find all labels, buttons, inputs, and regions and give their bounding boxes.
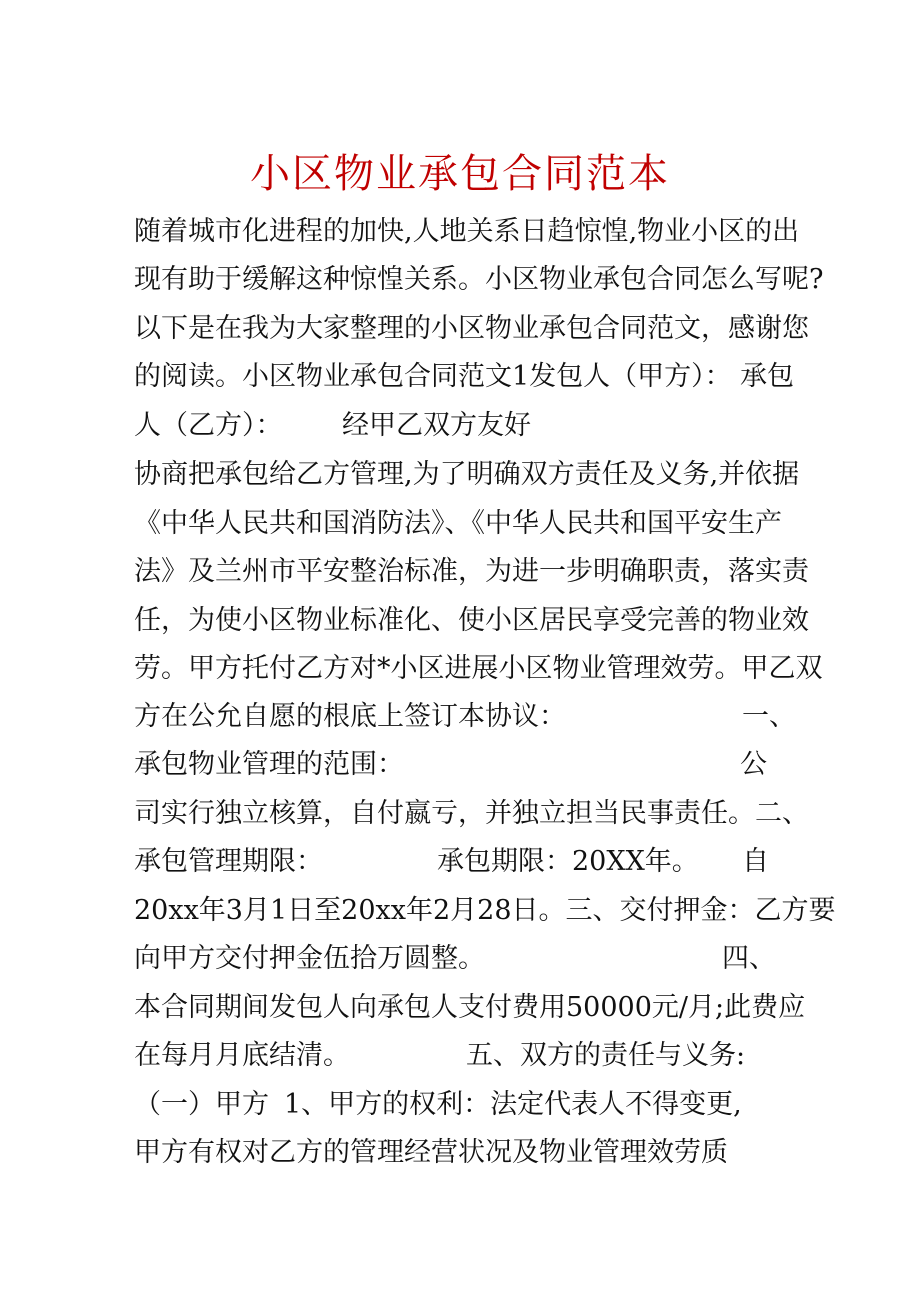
body-text-segment: 承包期限：20XX年。 <box>437 846 699 877</box>
body-text-segment: 的阅读。小区物业承包合同范文1发包人（甲方）： <box>134 361 732 392</box>
body-line: 现有助于缓解这种惊惶关系。小区物业承包合同怎么写呢? <box>134 264 824 295</box>
body-text-segment: 人（乙方）： <box>134 410 283 441</box>
body-text-segment: （一）甲方 <box>134 1089 269 1120</box>
body-text-segment: 五、双方的责任与义务: <box>466 1040 746 1071</box>
body-text-segment: 自 <box>742 846 769 877</box>
body-line: 本合同期间发包人向承包人支付费用50000元/月;此费应 <box>134 992 806 1023</box>
body-line: 法》及兰州市平安整治标准，为进一步明确职责，落实责 <box>134 556 809 587</box>
body-line: 任，为使小区物业标准化、使小区居民享受完善的物业效 <box>134 605 809 636</box>
body-line: 随着城市化进程的加快,人地关系日趋惊惶,物业小区的出 <box>134 216 800 247</box>
body-text-segment: 经甲乙双方友好 <box>342 410 531 441</box>
body-line: 以下是在我为大家整理的小区物业承包合同范文，感谢您 <box>134 313 809 344</box>
body-line: 20xx年3月1日至20xx年2月28日。三、交付押金：乙方要 <box>134 895 836 926</box>
body-line: 司实行独立核算，自付嬴亏，并独立担当民事责任。二、 <box>134 798 809 829</box>
body-text-segment: 四、 <box>722 943 776 974</box>
page-title: 小区物业承包合同范本 <box>250 151 670 197</box>
body-line: 《中华人民共和国消防法》、《中华人民共和国平安生产 <box>134 508 782 539</box>
body-text-segment: 1、甲方的权利：法定代表人不得变更, <box>284 1089 742 1120</box>
body-text-segment: 在每月月底结清。 <box>134 1040 350 1071</box>
body-text-segment: 向甲方交付押金伍拾万圆整。 <box>134 943 485 974</box>
body-text-segment: 承包 <box>740 361 794 392</box>
body-text-segment: 一、 <box>742 701 796 732</box>
body-line: 劳。甲方托付乙方对*小区进展小区物业管理效劳。甲乙双 <box>134 653 823 684</box>
body-text-segment: 承包物业管理的范围： <box>134 749 404 780</box>
body-text-segment: 承包管理期限： <box>134 846 323 877</box>
body-line: 甲方有权对乙方的管理经营状况及物业管理效劳质 <box>134 1137 728 1168</box>
body-line: 协商把承包给乙方管理,为了明确双方责任及义务,并依据 <box>134 459 800 490</box>
body-text-segment: 方在公允自愿的根底上签订本协议： <box>134 701 566 732</box>
body-text-segment: 公 <box>740 749 767 780</box>
